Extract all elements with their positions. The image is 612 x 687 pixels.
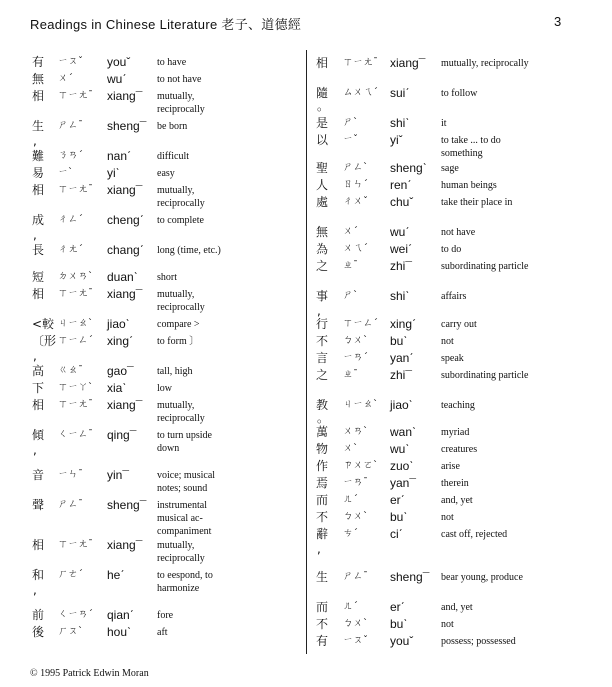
- entry-pinyin: zhi¯: [390, 368, 412, 382]
- entry-character: 傾: [32, 428, 45, 442]
- entry-zhuyin: ㄔㄤˊ: [58, 244, 83, 255]
- entry-zhuyin: ㄓ¯: [343, 369, 358, 380]
- entry-gloss: fore: [157, 610, 174, 621]
- entry-character: 無: [32, 72, 45, 86]
- entry-character: 易: [32, 166, 45, 180]
- entry-pinyin: weiˊ: [390, 242, 413, 256]
- entry-pinyin: houˋ: [107, 625, 132, 639]
- entry-pinyin: xingˊ: [390, 317, 417, 331]
- entry-pinyin: xiang¯: [107, 183, 143, 197]
- entry-character: 不: [316, 617, 329, 631]
- entry-punctuation: 。: [317, 99, 330, 113]
- entry-pinyin: jiaoˋ: [390, 398, 413, 412]
- entry-gloss: to complete: [157, 215, 204, 226]
- entry-pinyin: xiang¯: [107, 538, 143, 552]
- entry-pinyin: xiang¯: [390, 56, 426, 70]
- entry-character: 前: [32, 608, 45, 622]
- entry-gloss: instrumental musical ac- companiment: [157, 500, 212, 537]
- entry-gloss: to take ... to do something: [441, 135, 501, 159]
- entry-pinyin: qianˊ: [107, 608, 134, 622]
- entry-pinyin: sheng¯: [107, 498, 147, 512]
- entry-zhuyin: ㄧㄢˊ: [343, 352, 368, 363]
- entry-pinyin: heˊ: [107, 568, 125, 582]
- entry-character: 隨: [316, 86, 329, 100]
- entry-gloss: carry out: [441, 319, 477, 330]
- entry-pinyin: shengˋ: [390, 161, 427, 175]
- entry-gloss: mutually, reciprocally: [157, 400, 205, 424]
- entry-gloss: compare >: [157, 319, 200, 330]
- entry-gloss: subordinating particle: [441, 370, 529, 381]
- page-header-title: Readings in Chinese Literature 老子、道德經: [30, 17, 302, 32]
- entry-pinyin: youˇ: [107, 55, 131, 69]
- entry-gloss: sage: [441, 163, 459, 174]
- entry-zhuyin: ㄧˋ: [58, 167, 73, 178]
- entry-character: 下: [32, 381, 45, 395]
- entry-gloss: aft: [157, 627, 168, 638]
- entry-zhuyin: ㄨㄢˋ: [343, 426, 368, 437]
- entry-zhuyin: ㄅㄨˋ: [343, 335, 368, 346]
- entry-zhuyin: ㄒㄧㄤ¯: [58, 399, 93, 410]
- entry-character: 以: [316, 133, 329, 147]
- entry-punctuation: ,: [317, 542, 321, 556]
- entry-punctuation: ,: [33, 583, 37, 597]
- entry-character: 生: [316, 570, 329, 584]
- entry-zhuyin: ㄔㄨˇ: [343, 196, 368, 207]
- entry-zhuyin: ㄧㄡˇ: [343, 635, 368, 646]
- entry-gloss: and, yet: [441, 495, 473, 506]
- entry-gloss: to turn upside down: [157, 430, 212, 454]
- entry-character: 聲: [32, 498, 45, 512]
- entry-zhuyin: ㄑㄧㄥ¯: [58, 429, 93, 440]
- entry-character: 物: [316, 442, 329, 456]
- entry-punctuation: ,: [33, 349, 37, 363]
- entry-gloss: easy: [157, 168, 175, 179]
- entry-pinyin: yiˇ: [390, 133, 403, 147]
- entry-gloss: and, yet: [441, 602, 473, 613]
- entry-character: 和: [32, 568, 45, 582]
- entry-zhuyin: ㄕㄥ¯: [58, 120, 83, 131]
- entry-gloss: human beings: [441, 180, 497, 191]
- entry-character: 生: [32, 119, 45, 133]
- entry-zhuyin: ㄑㄧㄢˊ: [58, 609, 93, 620]
- entry-pinyin: buˋ: [390, 334, 408, 348]
- entry-pinyin: xiang¯: [107, 398, 143, 412]
- entry-pinyin: erˊ: [390, 493, 405, 507]
- entry-zhuyin: ㄒㄧㄥˊ: [343, 318, 378, 329]
- entry-gloss: mutually, reciprocally: [157, 185, 205, 209]
- entry-character: 為: [316, 242, 329, 256]
- entry-gloss: mutually, reciprocally: [157, 91, 205, 115]
- entry-character: 之: [316, 259, 329, 273]
- entry-pinyin: xiaˋ: [107, 381, 127, 395]
- entry-character: 高: [32, 364, 45, 378]
- entry-character: 不: [316, 334, 329, 348]
- entry-punctuation: ,: [33, 228, 37, 242]
- entry-gloss: myriad: [441, 427, 470, 438]
- entry-zhuyin: ㄗㄨㄛˋ: [343, 460, 378, 471]
- entry-gloss: low: [157, 383, 172, 394]
- entry-gloss: voice; musical notes; sound: [157, 470, 216, 494]
- entry-pinyin: zhi¯: [390, 259, 412, 273]
- entry-pinyin: shiˋ: [390, 289, 410, 303]
- entry-character: 相: [32, 398, 45, 412]
- entry-character: 行: [316, 317, 329, 331]
- entry-gloss: therein: [441, 478, 469, 489]
- entry-pinyin: suiˊ: [390, 86, 410, 100]
- entry-zhuyin: ㄏㄜˊ: [58, 569, 83, 580]
- entry-gloss: bear young, produce: [441, 572, 523, 583]
- entry-character: 言: [316, 351, 329, 365]
- entry-pinyin: chuˇ: [390, 195, 414, 209]
- entry-character: 有: [316, 634, 329, 648]
- entry-gloss: short: [157, 272, 177, 283]
- entry-pinyin: wanˋ: [390, 425, 417, 439]
- entry-gloss: mutually, reciprocally: [157, 289, 205, 313]
- entry-character: 有: [32, 55, 45, 69]
- entry-gloss: teaching: [441, 400, 475, 411]
- entry-pinyin: qing¯: [107, 428, 137, 442]
- entry-zhuyin: ㄐㄧㄠˋ: [58, 318, 93, 329]
- entry-pinyin: ciˊ: [390, 527, 403, 541]
- entry-zhuyin: ㄧㄢ¯: [343, 477, 368, 488]
- entry-character: 辭: [316, 527, 329, 541]
- entry-zhuyin: ㄒㄧㄤ¯: [343, 57, 378, 68]
- entry-punctuation: ,: [33, 134, 37, 148]
- page-number: 3: [554, 14, 562, 29]
- entry-pinyin: jiaoˋ: [107, 317, 130, 331]
- entry-gloss: not: [441, 619, 454, 630]
- entry-zhuyin: ㄙㄨㄟˊ: [343, 87, 378, 98]
- column-divider: [306, 50, 307, 654]
- entry-character: 聖: [316, 161, 329, 175]
- entry-zhuyin: ㄅㄨˋ: [343, 618, 368, 629]
- entry-gloss: not: [441, 336, 454, 347]
- entry-zhuyin: ㄧㄡˇ: [58, 56, 83, 67]
- entry-pinyin: wuˊ: [390, 225, 410, 239]
- entry-pinyin: xiang¯: [107, 89, 143, 103]
- entry-pinyin: erˊ: [390, 600, 405, 614]
- entry-character: 無: [316, 225, 329, 239]
- entry-gloss: difficult: [157, 151, 190, 162]
- entry-gloss: speak: [441, 353, 464, 364]
- entry-pinyin: renˊ: [390, 178, 412, 192]
- entry-pinyin: sheng¯: [390, 570, 430, 584]
- entry-gloss: mutually, reciprocally: [441, 58, 529, 69]
- entry-character: 後: [32, 625, 45, 639]
- entry-pinyin: yin¯: [107, 468, 129, 482]
- entry-zhuyin: ㄔㄥˊ: [58, 214, 83, 225]
- entry-character: 成: [32, 213, 45, 227]
- entry-character: 作: [316, 459, 329, 473]
- entry-character: 相: [32, 538, 45, 552]
- entry-zhuyin: ㄧˇ: [343, 134, 358, 145]
- entry-gloss: to follow: [441, 88, 478, 99]
- entry-character: 而: [316, 600, 329, 614]
- entry-gloss: subordinating particle: [441, 261, 529, 272]
- entry-gloss: creatures: [441, 444, 478, 455]
- entry-character: 相: [32, 89, 45, 103]
- entry-zhuyin: ㄏㄡˋ: [58, 626, 83, 637]
- entry-pinyin: yanˊ: [390, 351, 414, 365]
- entry-zhuyin: ㄕˋ: [343, 290, 358, 301]
- entry-zhuyin: ㄕˋ: [343, 117, 358, 128]
- entry-pinyin: gao¯: [107, 364, 134, 378]
- entry-character: 焉: [316, 476, 329, 490]
- copyright-footer: © 1995 Patrick Edwin Moran: [30, 668, 149, 679]
- entry-character: 長: [32, 243, 45, 257]
- entry-zhuyin: ㄘˊ: [343, 528, 358, 539]
- entry-character: 短: [32, 270, 45, 284]
- entry-zhuyin: ㄦˊ: [343, 494, 358, 505]
- entry-zhuyin: ㄦˊ: [343, 601, 358, 612]
- entry-pinyin: sheng¯: [107, 119, 147, 133]
- entry-character: 之: [316, 368, 329, 382]
- entry-zhuyin: ㄨˊ: [58, 73, 73, 84]
- entry-gloss: long (time, etc.): [157, 245, 221, 256]
- entry-pinyin: yan¯: [390, 476, 416, 490]
- entry-zhuyin: ㄒㄧㄥˊ: [58, 335, 93, 346]
- entry-punctuation: ,: [33, 443, 37, 457]
- entry-pinyin: xiang¯: [107, 287, 143, 301]
- entry-character: 相: [32, 183, 45, 197]
- entry-pinyin: wuˊ: [107, 72, 127, 86]
- entry-punctuation: ,: [317, 304, 321, 318]
- entry-gloss: to do: [441, 244, 462, 255]
- entry-character: 相: [32, 287, 45, 301]
- entry-pinyin: duanˋ: [107, 270, 138, 284]
- entry-character: 〔形: [32, 334, 57, 348]
- entry-gloss: affairs: [441, 291, 467, 302]
- entry-gloss: arise: [441, 461, 460, 472]
- entry-zhuyin: ㄒㄧㄤ¯: [58, 90, 93, 101]
- entry-gloss: not: [441, 512, 454, 523]
- entry-pinyin: youˇ: [390, 634, 414, 648]
- entry-pinyin: chengˊ: [107, 213, 144, 227]
- entry-zhuyin: ㄍㄠ¯: [58, 365, 83, 376]
- entry-zhuyin: ㄅㄨˋ: [343, 511, 368, 522]
- entry-gloss: mutually, reciprocally: [157, 540, 205, 564]
- entry-pinyin: nanˊ: [107, 149, 132, 163]
- entry-zhuyin: ㄓ¯: [343, 260, 358, 271]
- entry-character: 難: [32, 149, 45, 163]
- entry-character: <較: [32, 317, 55, 331]
- entry-pinyin: zuoˋ: [390, 459, 414, 473]
- entry-pinyin: yiˋ: [107, 166, 120, 180]
- entry-gloss: possess; possessed: [441, 636, 516, 647]
- entry-zhuyin: ㄨˊ: [343, 226, 358, 237]
- entry-gloss: not have: [441, 227, 476, 238]
- entry-zhuyin: ㄒㄧㄤ¯: [58, 539, 93, 550]
- entry-pinyin: changˊ: [107, 243, 144, 257]
- entry-gloss: it: [441, 118, 447, 129]
- entry-pinyin: xingˊ: [107, 334, 134, 348]
- entry-pinyin: buˋ: [390, 510, 408, 524]
- entry-character: 相: [316, 56, 329, 70]
- entry-character: 萬: [316, 425, 329, 439]
- entry-zhuyin: ㄐㄧㄠˋ: [343, 399, 378, 410]
- entry-zhuyin: ㄕㄥ¯: [343, 571, 368, 582]
- entry-character: 音: [32, 468, 45, 482]
- entry-pinyin: shiˋ: [390, 116, 410, 130]
- entry-zhuyin: ㄧㄣ¯: [58, 469, 83, 480]
- entry-character: 是: [316, 116, 329, 130]
- entry-gloss: take their place in: [441, 197, 513, 208]
- entry-character: 不: [316, 510, 329, 524]
- entry-gloss: to not have: [157, 74, 202, 85]
- entry-gloss: tall, high: [157, 366, 193, 377]
- entry-gloss: be born: [157, 121, 188, 132]
- entry-character: 事: [316, 289, 329, 303]
- entry-character: 而: [316, 493, 329, 507]
- entry-punctuation: 。: [317, 411, 330, 425]
- entry-zhuyin: ㄕㄥ¯: [58, 499, 83, 510]
- entry-zhuyin: ㄒㄧㄤ¯: [58, 184, 93, 195]
- entry-zhuyin: ㄨㄟˊ: [343, 243, 368, 254]
- entry-zhuyin: ㄨˋ: [343, 443, 358, 454]
- entry-gloss: cast off, rejected: [441, 529, 508, 540]
- entry-zhuyin: ㄕㄥˋ: [343, 162, 368, 173]
- entry-zhuyin: ㄒㄧㄤ¯: [58, 288, 93, 299]
- entry-pinyin: buˋ: [390, 617, 408, 631]
- entry-character: 處: [316, 195, 329, 209]
- entry-zhuyin: ㄉㄨㄢˋ: [58, 271, 93, 282]
- entry-character: 教: [316, 398, 329, 412]
- entry-gloss: to form 〕: [157, 336, 200, 347]
- entry-gloss: to eespond, to harmonize: [157, 570, 213, 594]
- entry-zhuyin: ㄋㄢˊ: [58, 150, 83, 161]
- entry-gloss: to have: [157, 57, 187, 68]
- entry-character: 人: [316, 178, 329, 192]
- entry-zhuyin: ㄒㄧㄚˋ: [58, 382, 93, 393]
- entry-zhuyin: ㄖㄣˊ: [343, 179, 368, 190]
- entry-pinyin: wuˋ: [390, 442, 410, 456]
